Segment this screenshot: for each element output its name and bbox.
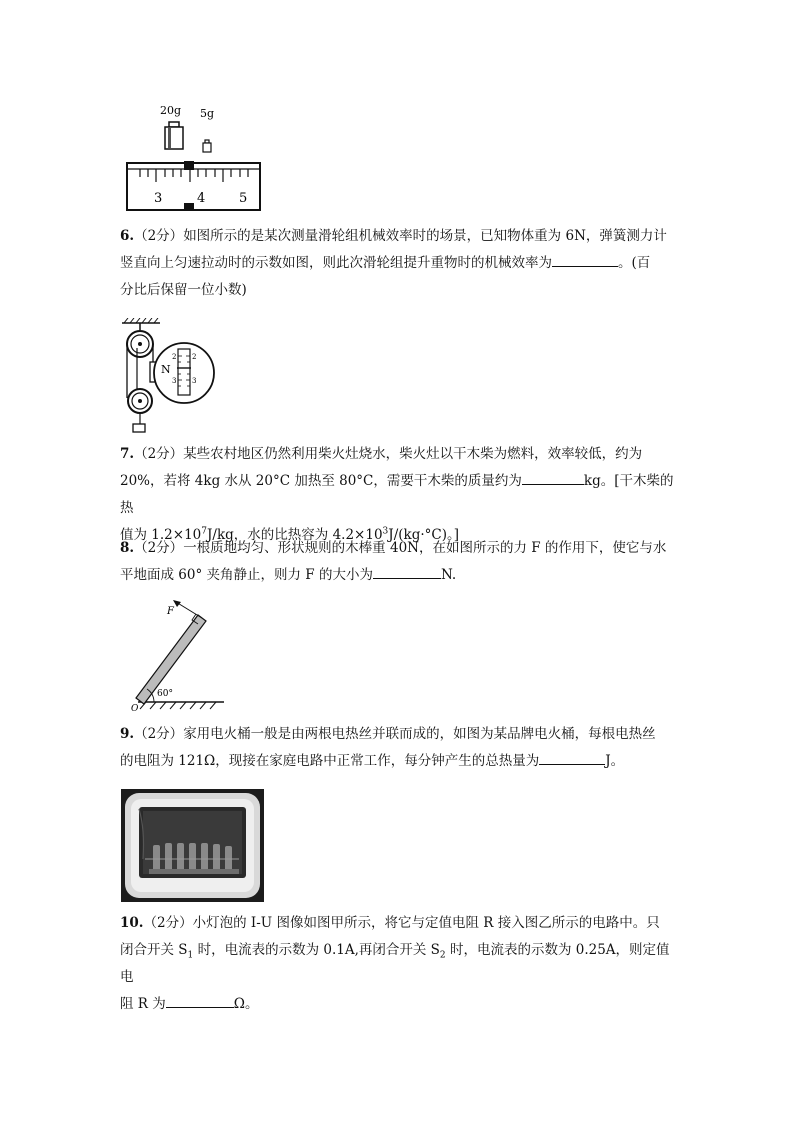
question-text: 某些农村地区仍然利用柴火灶烧水，柴火灶以干木柴为燃料，效率较低，约为 [183,446,643,462]
question-text: N. [440,567,457,583]
question-text: 平地面成 60° 夹角静止，则力 F 的大小为 [120,567,373,583]
question-text: J。 [605,753,625,769]
weight-label-20g: 20g [160,104,182,117]
question-text: 小灯泡的 I-U 图像如图甲所示，将它与定值电阻 R 接入图乙所示的电路中。只 [192,915,660,931]
subscript: 2 [439,950,446,961]
question-text: 时，电流表的示数为 0.1A,再闭合开关 S [193,942,440,958]
question-text: 家用电火桶一般是由两根电热丝并联而成的，如图为某品牌电火桶，每根电热丝 [183,726,656,742]
question-10 [120,910,680,1018]
force-label: F [167,606,174,617]
question-number: 8. [120,540,135,556]
answer-blank[interactable] [166,1006,234,1008]
question-text: 。(百 [618,255,651,271]
question-text: 如图所示的是某次测量滑轮组机械效率时的场景，已知物体重为 6N，弹簧测力计 [183,228,667,244]
question-number: 9. [120,726,135,742]
question-text: 20%，若将 4kg 水从 20°C 加热至 80°C，需要干木柴的质量约为 [120,473,522,489]
question-number: 7. [120,446,135,462]
exponent: 7 [201,526,207,537]
pulley-spring-scale-figure [120,318,220,436]
question-text: J/(kg·°C)。] [388,527,459,543]
question-text: 值为 1.2×10 [120,527,202,543]
subscript: 1 [187,950,194,961]
scale-label: 2 [172,353,177,361]
question-6 [120,223,680,304]
question-number: 10. [120,915,144,931]
question-score: （2分） [134,726,184,742]
ruler-label-5: 5 [239,191,248,206]
question-7 [120,441,680,549]
leaning-rod-figure [126,598,228,712]
rider-marker [184,161,194,170]
scale-label: 3 [192,377,197,385]
answer-blank[interactable] [539,763,605,765]
ruler-label-3: 3 [154,191,163,206]
balance-rider-figure [120,100,270,215]
question-text: 闭合开关 S [120,942,188,958]
question-text: 一根质地均匀、形状规则的木棒重 40N，在如图所示的力 F 的作用下，使它与水 [183,540,667,556]
question-text: 竖直向上匀速拉动时的示数如图，则此次滑轮组提升重物时的机械效率为 [120,255,552,271]
question-9 [120,721,680,775]
heater-bucket-photo [121,789,264,902]
question-text: kg。[干木柴的热 [120,473,674,516]
ruler-label-4: 4 [197,191,206,206]
question-text: 时，电流表的示数为 0.25A，则定值电 [120,942,670,985]
scale-label: 2 [192,353,197,361]
question-score: （2分） [134,228,184,244]
question-text: Ω。 [233,996,259,1012]
question-text: 分比后保留一位小数) [120,282,247,298]
question-score: （2分） [134,540,184,556]
question-text: 的电阻为 121Ω，现接在家庭电路中正常工作，每分钟产生的总热量为 [120,753,540,769]
weight-label-5g: 5g [200,107,215,120]
answer-blank[interactable] [552,265,618,267]
answer-blank[interactable] [522,483,584,485]
question-number: 6. [120,228,135,244]
question-score: （2分） [143,915,193,931]
origin-label: O [131,704,139,712]
angle-label: 60° [157,689,173,699]
scale-label: 3 [172,377,177,385]
question-8 [120,535,680,589]
exponent: 3 [382,526,389,537]
question-score: （2分） [134,446,184,462]
question-text: 阻 R 为 [120,996,166,1012]
scale-unit-label: N [161,363,171,376]
question-text: J/kg，水的比热容为 4.2×10 [207,527,383,543]
answer-blank[interactable] [373,577,441,579]
